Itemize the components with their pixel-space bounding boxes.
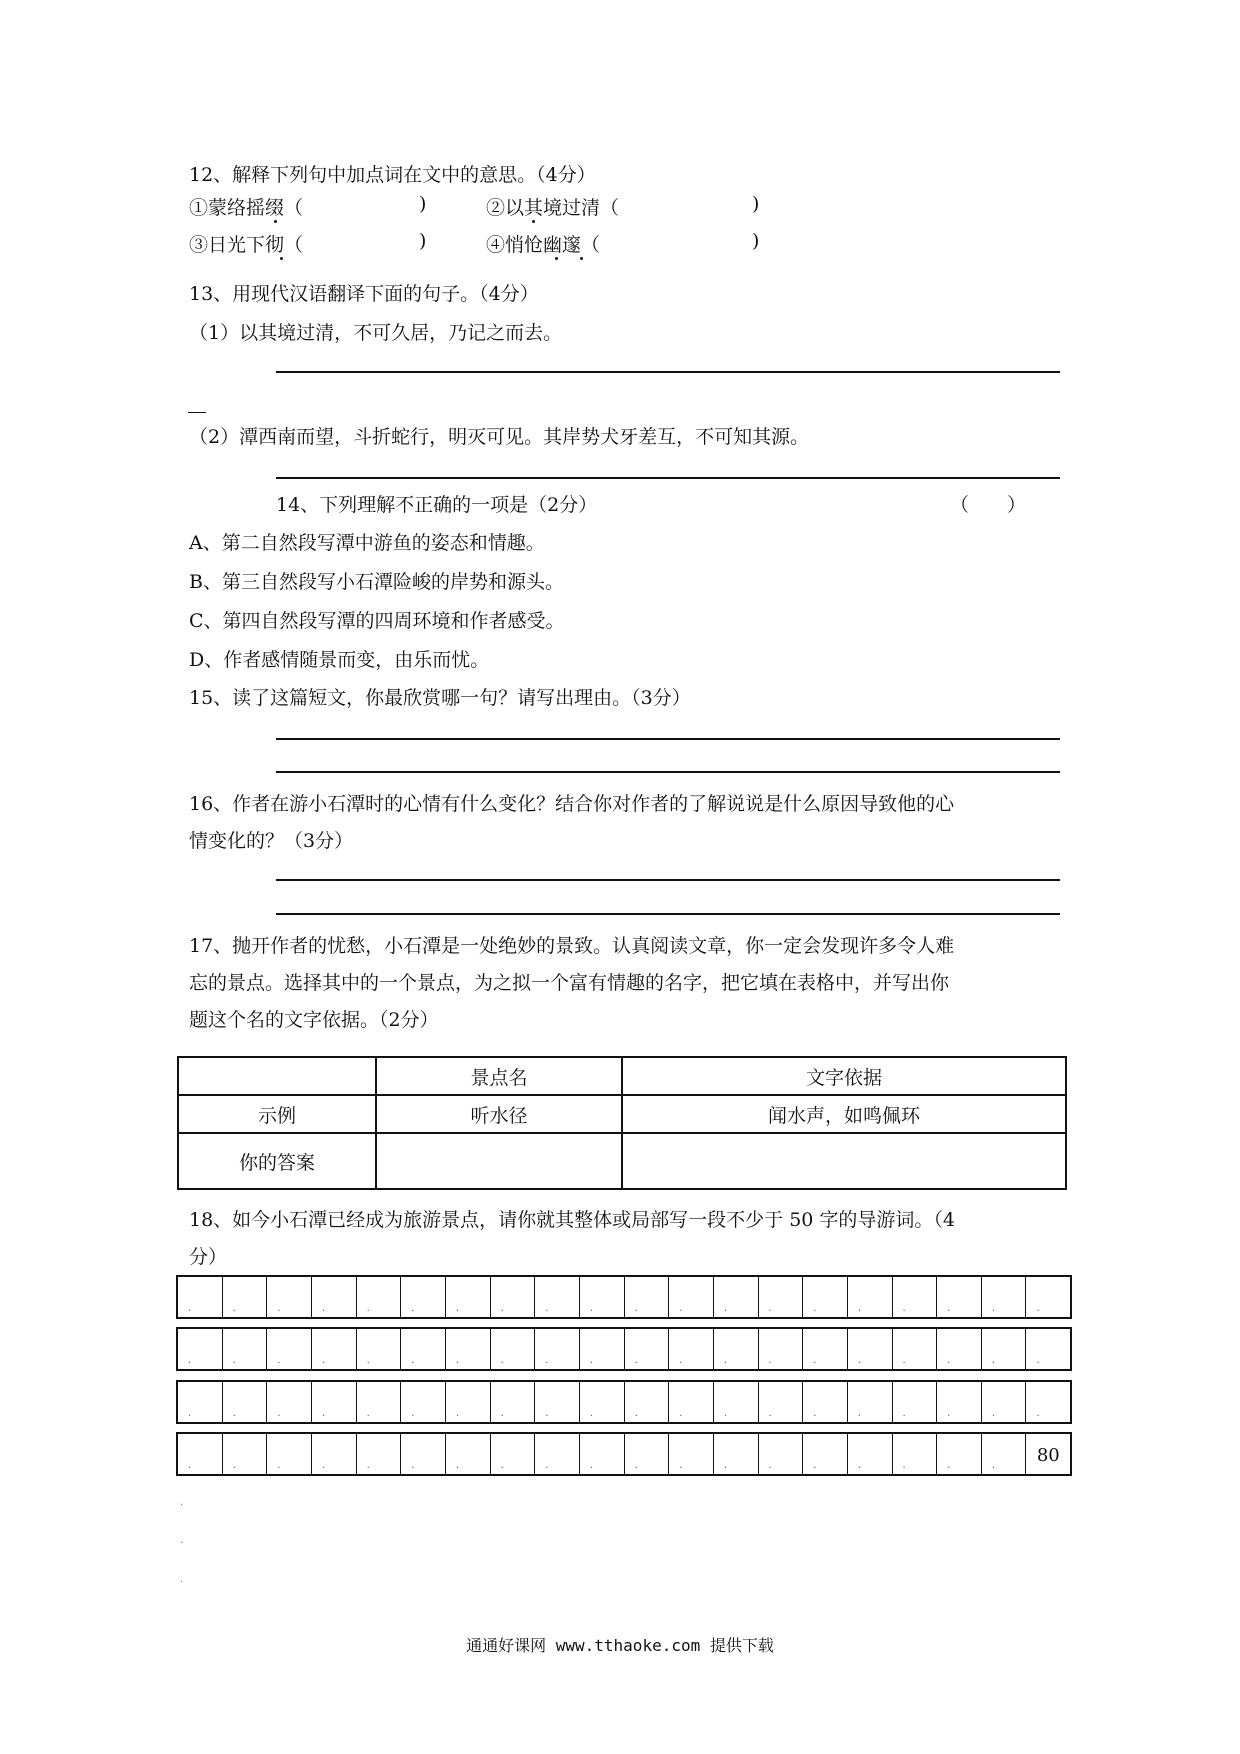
grid-cell-tick: . (232, 1408, 236, 1419)
writing-grid-row[interactable] (176, 1380, 1072, 1424)
grid-cell[interactable] (223, 1329, 268, 1369)
grid-cell-tick: . (366, 1460, 370, 1471)
grid-cell-tick: . (589, 1460, 594, 1471)
grid-cell-tick: . (723, 1355, 728, 1366)
grid-cell-tick: . (991, 1408, 995, 1419)
grid-cell[interactable] (893, 1382, 938, 1422)
grid-cell[interactable] (848, 1329, 893, 1369)
grid-cell[interactable] (982, 1382, 1027, 1422)
grid-cell[interactable] (580, 1277, 625, 1317)
grid-cell[interactable] (937, 1434, 982, 1474)
grid-cell-tick: . (589, 1355, 594, 1366)
stray-mark: · (180, 1538, 184, 1549)
grid-cell[interactable] (937, 1277, 982, 1317)
q12-close-1: ) (419, 193, 427, 215)
grid-cell[interactable] (223, 1382, 268, 1422)
grid-cell[interactable] (357, 1329, 402, 1369)
writing-grid-row[interactable] (176, 1432, 1072, 1476)
grid-cell-tick: . (857, 1408, 862, 1419)
grid-cell[interactable] (223, 1434, 268, 1474)
grid-cell[interactable] (625, 1434, 670, 1474)
grid-cell[interactable] (535, 1329, 580, 1369)
grid-cell-tick: . (634, 1355, 638, 1366)
grid-cell[interactable] (848, 1277, 893, 1317)
q14-title: 14、下列理解不正确的一项是（2分） (276, 494, 598, 516)
q13-title: 13、用现代汉语翻译下面的句子。（4分） (189, 283, 539, 305)
grid-cell-tick: . (277, 1408, 281, 1419)
grid-cell-tick: . (723, 1408, 728, 1419)
grid-cell[interactable] (669, 1329, 714, 1369)
grid-cell-tick: . (500, 1355, 504, 1366)
table-header-spot-name: 景点名 (376, 1057, 622, 1095)
table-header-empty (178, 1057, 376, 1095)
grid-cell-tick: . (232, 1355, 236, 1366)
emphasis-dot (580, 257, 583, 260)
grid-cell-tick: . (679, 1460, 683, 1471)
stray-mark: · (180, 1500, 184, 1511)
grid-cell[interactable] (759, 1382, 804, 1422)
grid-cell-tick: . (947, 1460, 951, 1471)
grid-cell-tick: . (679, 1355, 683, 1366)
grid-cell[interactable] (982, 1329, 1027, 1369)
grid-cell[interactable] (267, 1329, 312, 1369)
q12-item-4: ④悄怆幽邃（ (486, 234, 601, 256)
grid-cell[interactable] (491, 1277, 536, 1317)
grid-cell-tick: . (589, 1408, 594, 1419)
grid-cell[interactable] (669, 1382, 714, 1422)
grid-cell[interactable] (223, 1277, 268, 1317)
q14-answer-paren: （ ） (950, 494, 1027, 516)
grid-cell[interactable] (714, 1277, 759, 1317)
grid-cell-tick: . (321, 1408, 326, 1419)
grid-cell-tick: . (411, 1460, 415, 1471)
grid-cell[interactable] (401, 1434, 446, 1474)
answer-line (276, 371, 1060, 373)
mark-line (188, 412, 206, 413)
table-example-label: 示例 (178, 1095, 376, 1133)
grid-cell[interactable] (669, 1434, 714, 1474)
grid-cell-tick: . (991, 1303, 995, 1314)
grid-cell-tick: . (857, 1355, 862, 1366)
grid-cell-tick: . (545, 1408, 549, 1419)
grid-cell-tick: . (589, 1303, 594, 1314)
grid-cell-tick: . (545, 1355, 549, 1366)
q14-option-b: B、第三自然段写小石潭险峻的岸势和源头。 (189, 571, 564, 593)
grid-cell-tick: . (947, 1408, 951, 1419)
grid-cell[interactable] (893, 1277, 938, 1317)
answer-line (276, 738, 1060, 740)
grid-cell-tick: . (768, 1303, 772, 1314)
q12-close-2: ) (752, 193, 760, 215)
grid-cell[interactable] (312, 1277, 357, 1317)
grid-cell[interactable] (491, 1434, 536, 1474)
grid-cell-tick: . (366, 1355, 370, 1366)
grid-cell[interactable] (446, 1434, 491, 1474)
emphasis-dot (280, 257, 283, 260)
table-header-basis: 文字依据 (622, 1057, 1066, 1095)
grid-cell[interactable] (580, 1382, 625, 1422)
grid-cell[interactable] (625, 1277, 670, 1317)
table-example-basis: 闻水声，如鸣佩环 (622, 1095, 1066, 1133)
grid-cell[interactable] (178, 1329, 223, 1369)
grid-cell-tick: . (768, 1355, 772, 1366)
grid-cell-tick: . (366, 1408, 370, 1419)
grid-cell-tick: . (723, 1460, 728, 1471)
grid-cell[interactable] (714, 1382, 759, 1422)
grid-cell[interactable] (401, 1382, 446, 1422)
q14-option-d: D、作者感情随景而变，由乐而忧。 (189, 649, 490, 671)
grid-cell-tick: . (679, 1303, 683, 1314)
q13-sentence-2: （2）潭西南而望，斗折蛇行，明灭可见。其岸势犬牙差互，不可知其源。 (189, 426, 810, 448)
grid-cell-tick: . (857, 1460, 862, 1471)
grid-cell[interactable] (803, 1382, 848, 1422)
q12-close-4: ) (752, 230, 760, 252)
grid-cell[interactable] (535, 1382, 580, 1422)
grid-cell[interactable] (446, 1329, 491, 1369)
q14-option-c: C、第四自然段写潭的四周环境和作者感受。 (189, 610, 565, 632)
grid-cell[interactable] (401, 1277, 446, 1317)
grid-cell-tick: . (545, 1460, 549, 1471)
grid-cell[interactable] (1026, 1277, 1070, 1317)
grid-cell-tick: . (991, 1355, 995, 1366)
grid-cell-tick: . (455, 1303, 460, 1314)
grid-cell[interactable] (848, 1434, 893, 1474)
writing-grid-row[interactable] (176, 1275, 1072, 1319)
grid-cell[interactable] (803, 1277, 848, 1317)
grid-cell-tick: . (1036, 1303, 1040, 1314)
q17-line-2: 忘的景点。选择其中的一个景点，为之拟一个富有情趣的名字，把它填在表格中，并写出你 (189, 972, 950, 994)
table-answer-basis-cell[interactable] (622, 1133, 1066, 1189)
q17-line-1: 17、抛开作者的忧愁，小石潭是一处绝妙的景致。认真阅读文章，你一定会发现许多令人难 (189, 935, 955, 957)
stray-mark: · (180, 1577, 184, 1588)
grid-cell-tick: . (902, 1303, 906, 1314)
grid-cell[interactable] (625, 1329, 670, 1369)
grid-cell[interactable] (312, 1382, 357, 1422)
grid-cell[interactable] (580, 1329, 625, 1369)
grid-cell-tick: . (768, 1408, 772, 1419)
grid-cell-tick: . (188, 1408, 192, 1419)
grid-cell-tick: . (500, 1408, 504, 1419)
grid-cell-tick: . (813, 1408, 817, 1419)
q12-close-3: ) (419, 230, 427, 252)
grid-cell[interactable] (937, 1329, 982, 1369)
page-footer: 通通好课网 www.tthaoke.com 提供下载 (466, 1636, 774, 1655)
grid-cell-tick: . (947, 1303, 951, 1314)
grid-cell[interactable] (267, 1382, 312, 1422)
grid-cell-tick: . (634, 1408, 638, 1419)
grid-cell-tick: . (679, 1408, 683, 1419)
grid-cell[interactable] (803, 1329, 848, 1369)
grid-cell[interactable] (893, 1434, 938, 1474)
grid-cell-tick: . (902, 1460, 906, 1471)
grid-cell[interactable] (312, 1329, 357, 1369)
grid-cell[interactable] (267, 1277, 312, 1317)
grid-cell[interactable] (178, 1277, 223, 1317)
grid-cell[interactable] (759, 1434, 804, 1474)
grid-cell[interactable] (714, 1329, 759, 1369)
grid-cell-tick: . (947, 1355, 951, 1366)
grid-cell-tick: . (723, 1303, 728, 1314)
scenic-spot-table (177, 1056, 1067, 1190)
grid-cell[interactable] (535, 1434, 580, 1474)
grid-cell-tick: . (991, 1460, 995, 1471)
grid-cell-tick: . (321, 1355, 326, 1366)
grid-cell-tick: . (545, 1303, 549, 1314)
grid-cell-tick: . (813, 1303, 817, 1314)
grid-cell[interactable] (446, 1382, 491, 1422)
grid-cell-tick: . (366, 1303, 370, 1314)
grid-cell[interactable] (535, 1277, 580, 1317)
grid-count-label: 80 (1036, 1445, 1060, 1466)
grid-cell-tick: . (634, 1303, 638, 1314)
q18-line-1: 18、如今小石潭已经成为旅游景点，请你就其整体或局部写一段不少于 50 字的导游词。（4 (189, 1209, 956, 1231)
q18-line-2: 分） (189, 1246, 228, 1268)
grid-cell-tick: . (1036, 1355, 1040, 1366)
grid-cell-tick: . (411, 1355, 415, 1366)
grid-cell[interactable] (580, 1434, 625, 1474)
answer-line (276, 477, 1060, 479)
grid-cell[interactable] (893, 1329, 938, 1369)
grid-cell[interactable] (178, 1434, 223, 1474)
grid-cell-tick: . (232, 1460, 236, 1471)
grid-cell-tick: . (634, 1460, 638, 1471)
grid-cell[interactable] (357, 1382, 402, 1422)
grid-cell[interactable] (982, 1277, 1027, 1317)
grid-cell-tick: . (455, 1460, 460, 1471)
emphasis-dot (532, 220, 535, 223)
q12-title: 12、解释下列句中加点词在文中的意思。（4分） (189, 164, 596, 186)
grid-cell-tick: . (188, 1355, 192, 1366)
q13-sentence-1: （1）以其境过清，不可久居，乃记之而去。 (189, 322, 563, 344)
grid-cell-tick: . (813, 1460, 817, 1471)
writing-grid-row[interactable] (176, 1327, 1072, 1371)
grid-cell[interactable] (357, 1277, 402, 1317)
grid-cell-tick: . (768, 1460, 772, 1471)
grid-cell-tick: . (232, 1303, 236, 1314)
grid-cell[interactable] (669, 1277, 714, 1317)
grid-cell[interactable] (401, 1329, 446, 1369)
q16-line-2: 情变化的？（3分） (189, 830, 354, 852)
grid-cell[interactable] (1026, 1382, 1070, 1422)
table-example-name: 听水径 (376, 1095, 622, 1133)
grid-cell[interactable] (267, 1434, 312, 1474)
grid-cell[interactable] (312, 1434, 357, 1474)
grid-cell-tick: . (277, 1303, 281, 1314)
grid-cell[interactable] (803, 1434, 848, 1474)
answer-line (276, 771, 1060, 773)
grid-cell-tick: . (411, 1303, 415, 1314)
grid-cell-tick: . (500, 1460, 504, 1471)
grid-cell-tick: . (188, 1303, 192, 1314)
emphasis-dot (274, 220, 277, 223)
grid-cell-tick: . (455, 1355, 460, 1366)
q17-line-3: 题这个名的文字依据。（2分） (189, 1009, 439, 1031)
grid-cell[interactable] (491, 1382, 536, 1422)
grid-cell[interactable] (982, 1434, 1027, 1474)
q12-item-2: ②以其境过清（ (486, 197, 620, 219)
grid-cell-tick: . (411, 1408, 415, 1419)
answer-line (276, 913, 1060, 915)
grid-cell[interactable] (1026, 1434, 1070, 1474)
grid-cell[interactable] (446, 1277, 491, 1317)
answer-line (276, 879, 1060, 881)
grid-cell[interactable] (178, 1382, 223, 1422)
grid-cell-tick: . (902, 1355, 906, 1366)
table-answer-name-cell[interactable] (376, 1133, 622, 1189)
grid-cell-tick: . (1036, 1408, 1040, 1419)
grid-cell[interactable] (759, 1277, 804, 1317)
grid-cell[interactable] (1026, 1329, 1070, 1369)
grid-cell-tick: . (321, 1460, 326, 1471)
grid-cell-tick: . (902, 1408, 906, 1419)
grid-cell[interactable] (357, 1434, 402, 1474)
grid-cell-tick: . (500, 1303, 504, 1314)
grid-cell-tick: . (188, 1460, 192, 1471)
grid-cell[interactable] (937, 1382, 982, 1422)
grid-cell-tick: . (857, 1303, 862, 1314)
grid-cell-tick: . (321, 1303, 326, 1314)
table-answer-label: 你的答案 (178, 1133, 376, 1189)
grid-cell-tick: . (455, 1408, 460, 1419)
q12-item-1: ①蒙络摇缀（ (189, 197, 304, 219)
emphasis-dot (555, 257, 558, 260)
grid-cell-tick: . (277, 1355, 281, 1366)
grid-cell[interactable] (759, 1329, 804, 1369)
q12-item-3: ③日光下彻（ (189, 234, 304, 256)
grid-cell[interactable] (848, 1382, 893, 1422)
grid-cell[interactable] (491, 1329, 536, 1369)
grid-cell-tick: . (277, 1460, 281, 1471)
q14-option-a: A、第二自然段写潭中游鱼的姿态和情趣。 (189, 532, 545, 554)
grid-cell[interactable] (625, 1382, 670, 1422)
q16-line-1: 16、作者在游小石潭时的心情有什么变化？结合你对作者的了解说说是什么原因导致他的心 (189, 793, 955, 815)
q15-title: 15、读了这篇短文，你最欣赏哪一句？请写出理由。（3分） (189, 687, 691, 709)
grid-cell-tick: . (813, 1355, 817, 1366)
grid-cell[interactable] (714, 1434, 759, 1474)
